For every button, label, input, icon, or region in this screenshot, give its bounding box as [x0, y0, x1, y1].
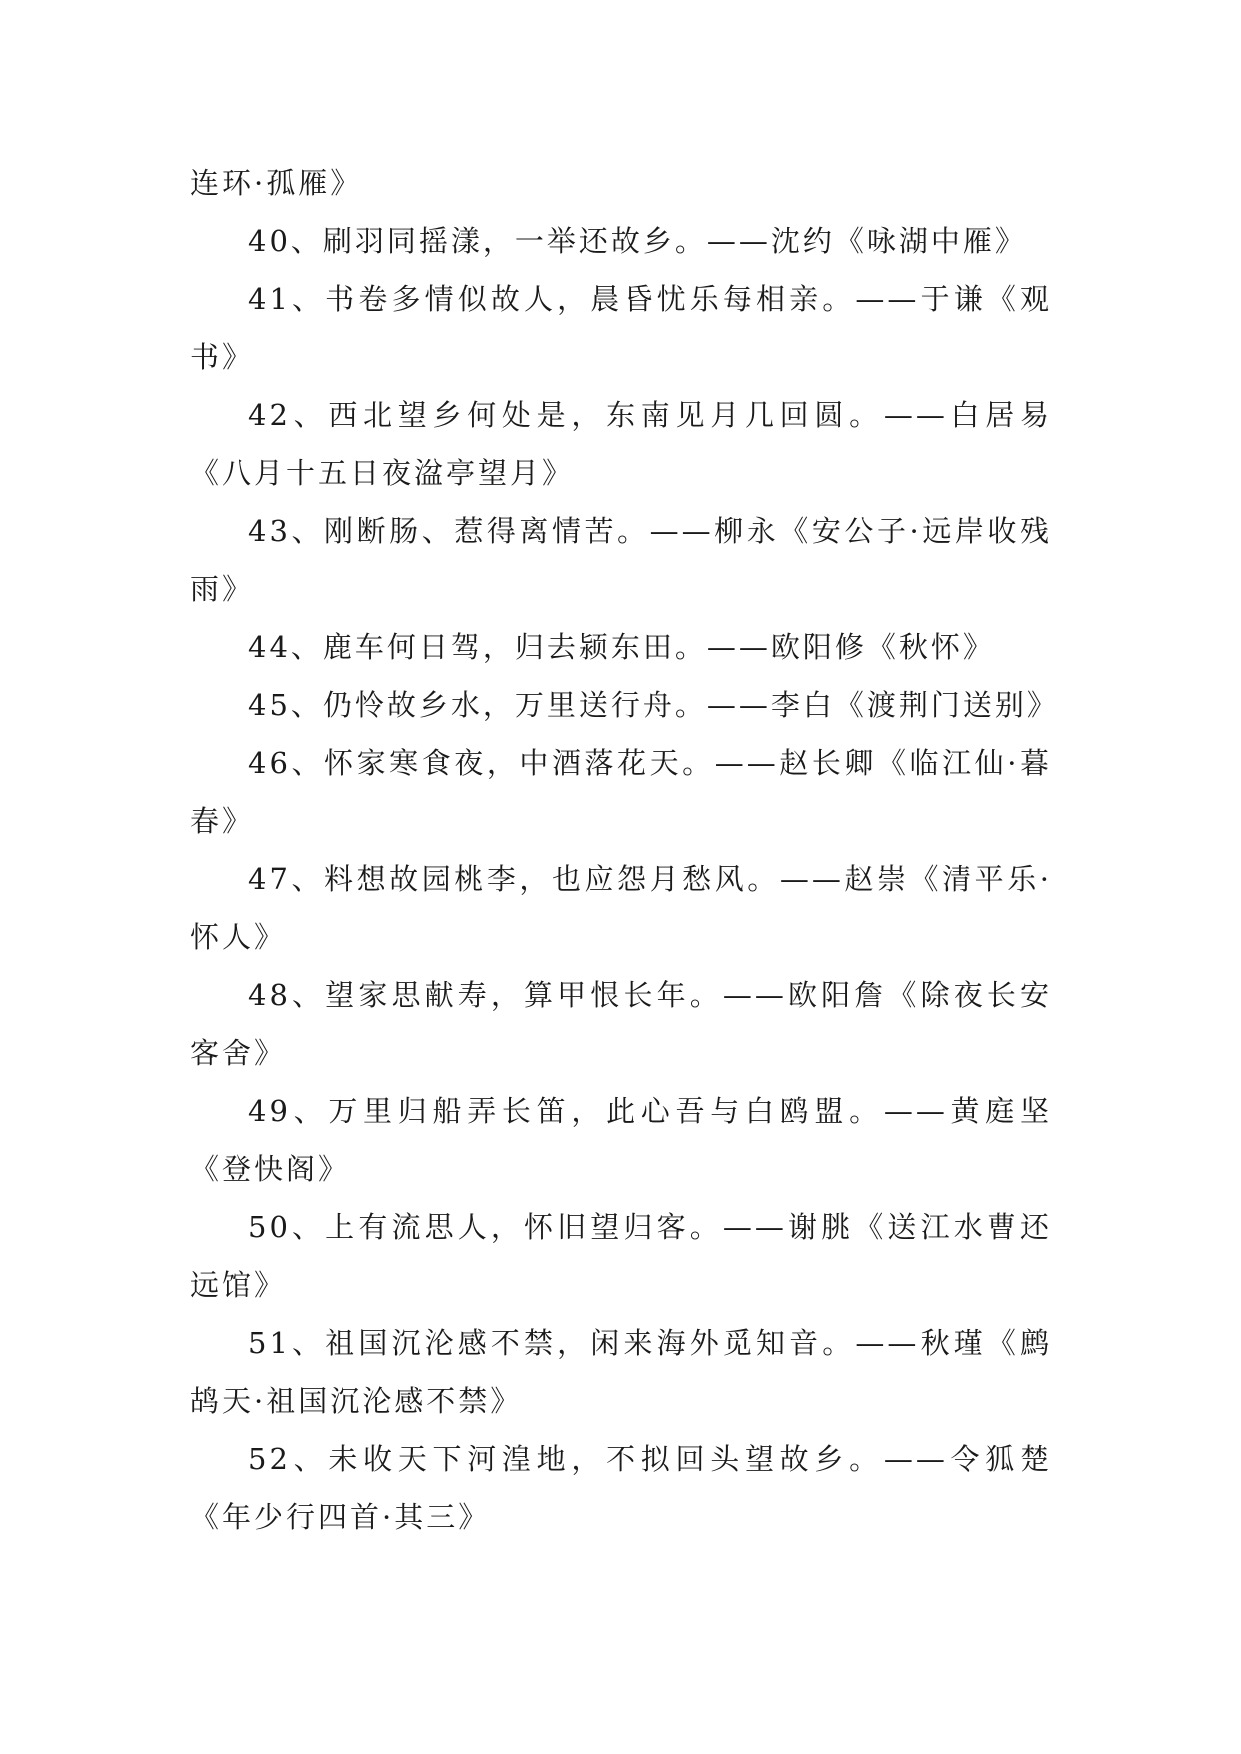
paragraph-47: 47、料想故园桃李，也应怨月愁风。——赵崇《清平乐·怀人》 — [190, 862, 1052, 954]
paragraph-41: 41、书卷多情似故人，晨昏忧乐每相亲。——于谦《观书》 — [190, 282, 1052, 374]
document-body — [190, 154, 1059, 1546]
paragraph-48: 48、望家思献寿，算甲恨长年。——欧阳詹《除夜长安客舍》 — [190, 978, 1052, 1070]
paragraph-51: 51、祖国沉沦感不禁，闲来海外觅知音。——秋瑾《鹧鸪天·祖国沉沦感不禁》 — [190, 1326, 1052, 1418]
paragraph-40: 40、刷羽同摇漾，一举还故乡。——沈约《咏湖中雁》 — [248, 224, 1027, 258]
paragraph-46: 46、怀家寒食夜，中酒落花天。——赵长卿《临江仙·暮春》 — [190, 746, 1052, 838]
paragraph-42: 42、西北望乡何处是，东南见月几回圆。——白居易《八月十五日夜湓亭望月》 — [190, 398, 1052, 490]
paragraph-43: 43、刚断肠、惹得离情苦。——柳永《安公子·远岸收残雨》 — [190, 514, 1052, 606]
paragraph-45: 45、仍怜故乡水，万里送行舟。——李白《渡荆门送别》 — [248, 688, 1059, 722]
paragraph-50: 50、上有流思人，怀旧望归客。——谢朓《送江水曹还远馆》 — [190, 1210, 1052, 1302]
paragraph-continuation: 连环·孤雁》 — [190, 166, 363, 200]
paragraph-49: 49、万里归船弄长笛，此心吾与白鸥盟。——黄庭坚《登快阁》 — [190, 1094, 1052, 1186]
paragraph-52: 52、未收天下河湟地，不拟回头望故乡。——令狐楚《年少行四首·其三》 — [190, 1442, 1052, 1534]
paragraph-44: 44、鹿车何日驾，归去颍东田。——欧阳修《秋怀》 — [248, 630, 995, 664]
